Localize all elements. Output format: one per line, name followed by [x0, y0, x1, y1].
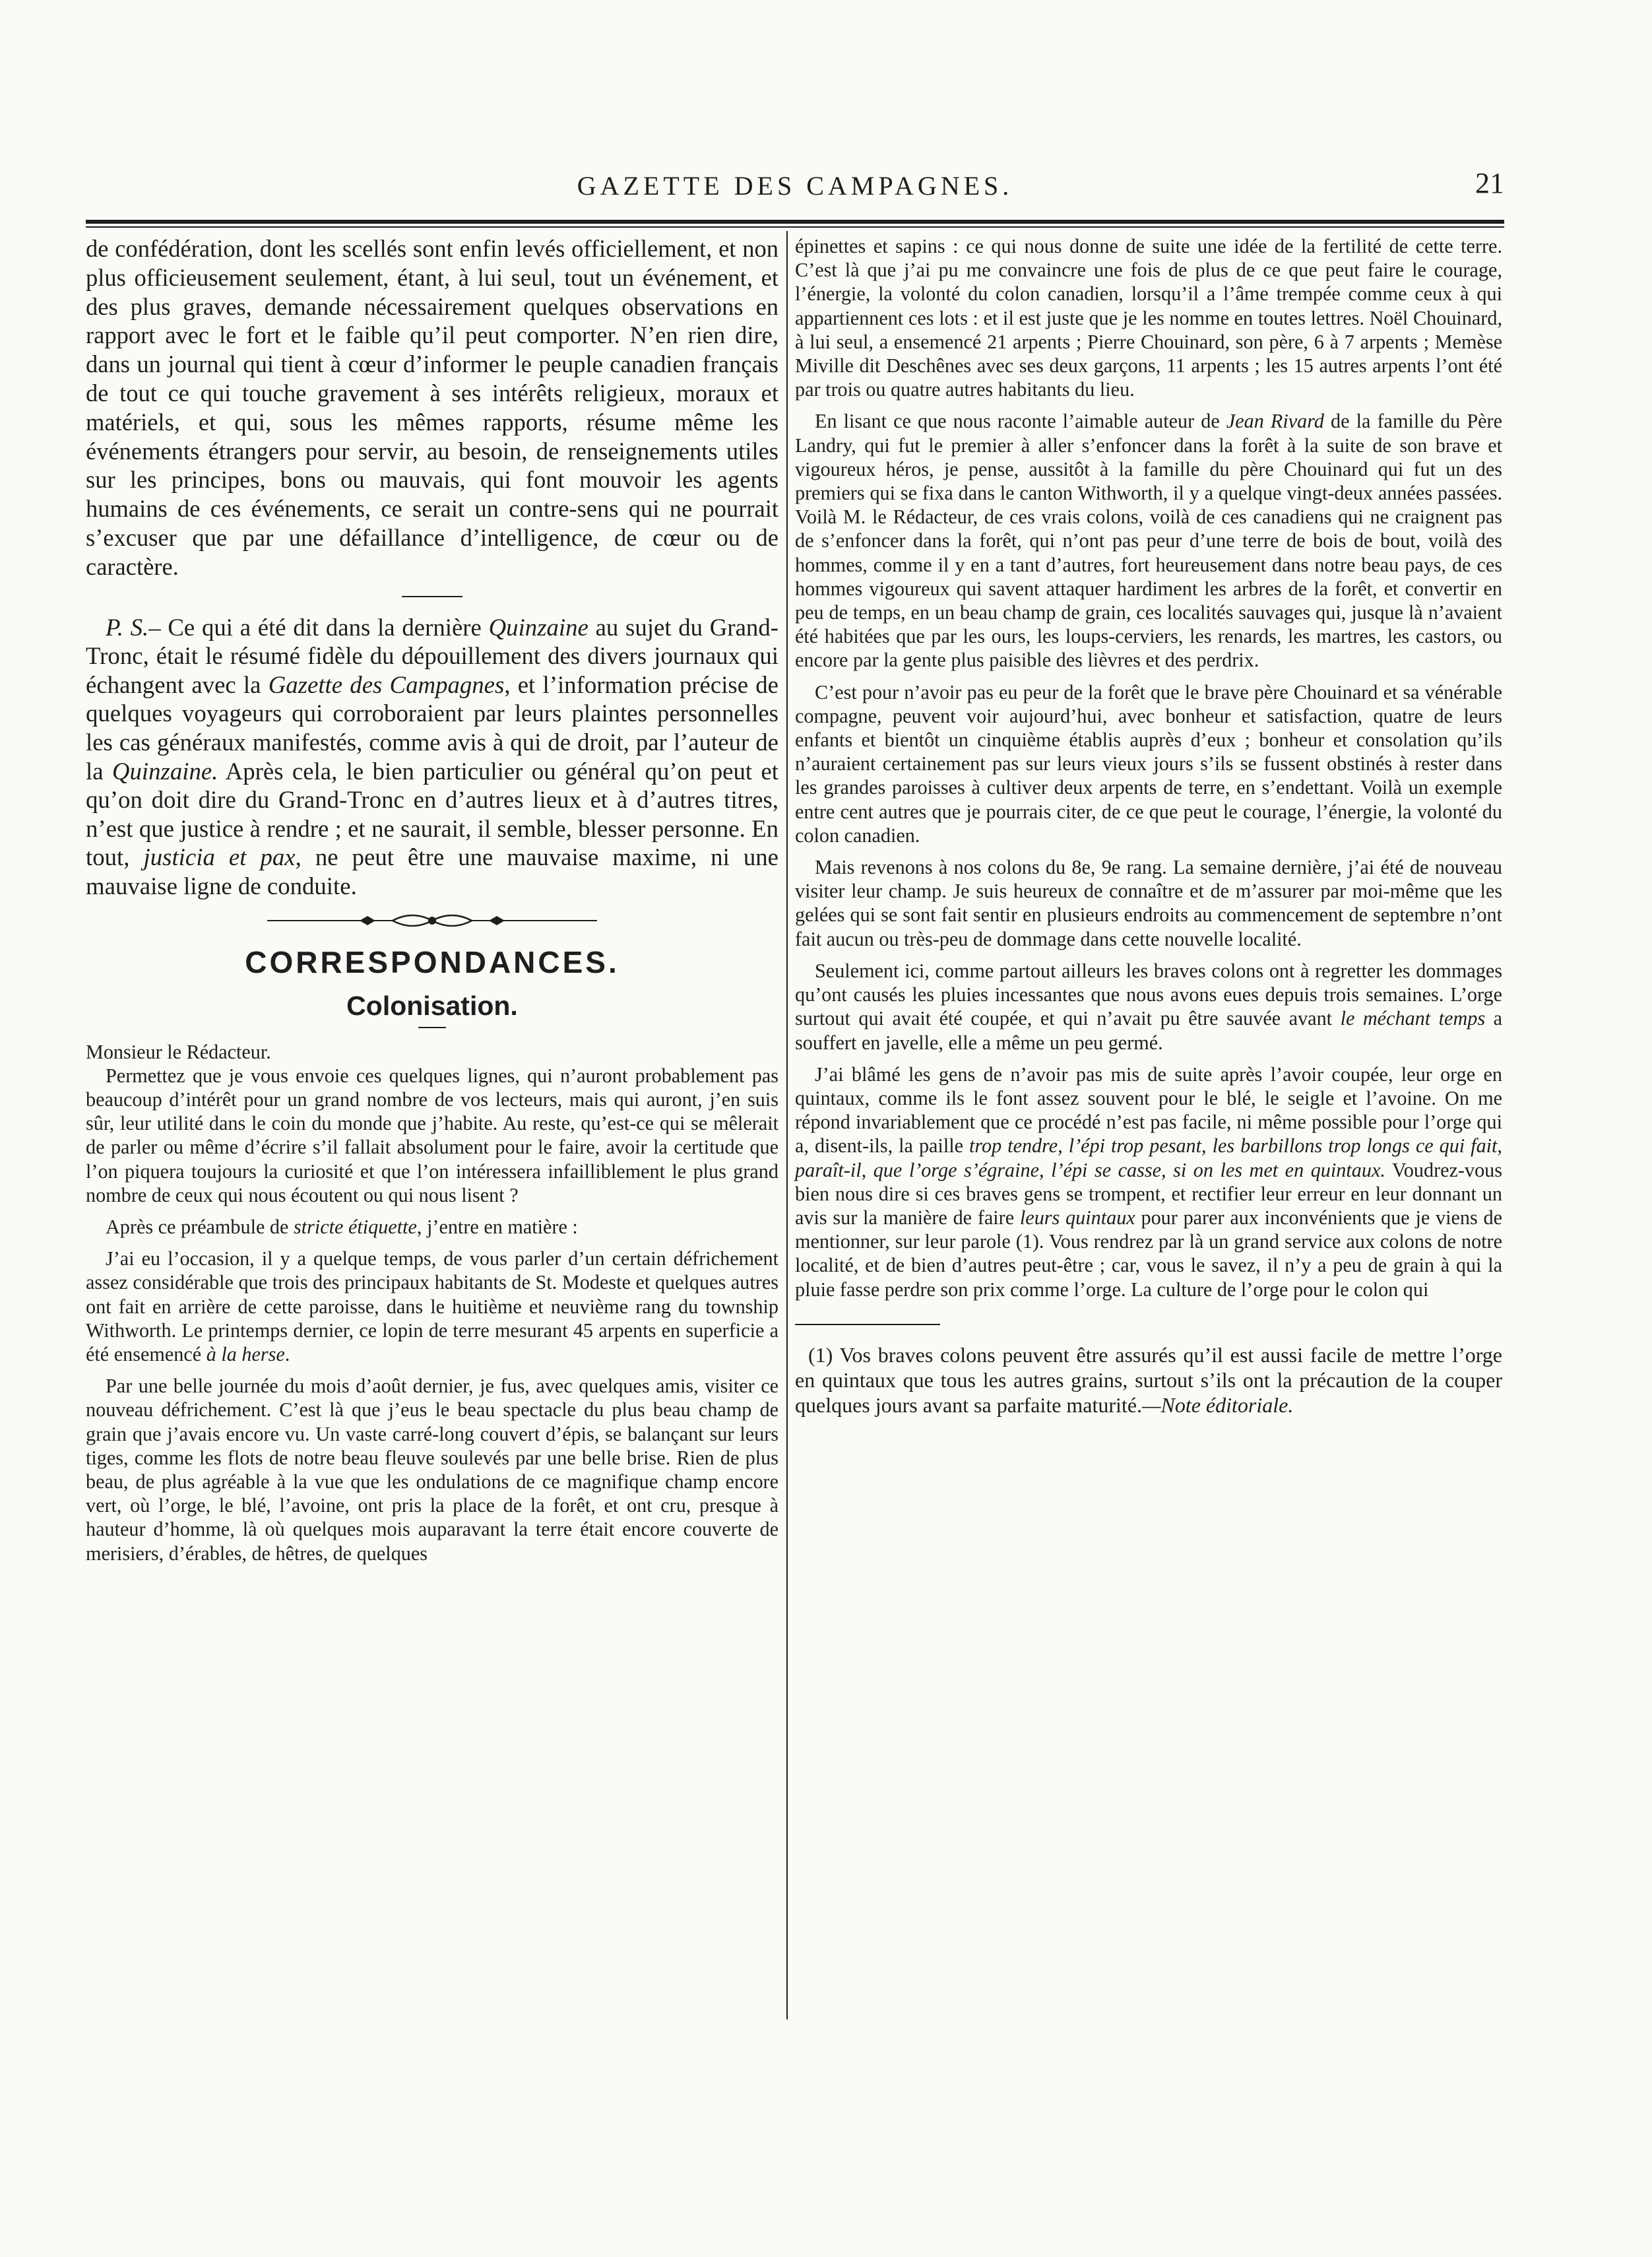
italic-run: trop tendre, l’épi trop pesant, les barbillons trop longs ce qui fait, paraît-il, que l’orge s’égraine, l’épi se casse, si on les met en quintaux. [795, 1134, 1502, 1181]
page-number: 21 [1475, 167, 1504, 199]
running-title: GAZETTE DES CAMPAGNES. [577, 171, 1013, 201]
text-run: – Ce qui a été dit dans la dernière [148, 613, 489, 641]
right-column [795, 234, 1502, 1418]
text-run: , et l’information précise de quelques voyageurs qui corroboraient par leurs plaintes personnelles les cas généraux manifestés, comme avis à qui de droit, par l’auteur de la [86, 671, 778, 785]
text-run: , j’entre en matière : [416, 1215, 578, 1238]
italic-run: justicia et pax [143, 843, 296, 871]
italic-run: P. S. [106, 613, 149, 641]
text-run: J’ai eu l’occasion, il y a quelque temps, de vous parler d’un certain défrichement assez considérable que trois des principaux habitants de St. Modeste et quelques autres ont fait en arrière de cette paroisse, dans le huitième et neuvième rang du township Withworth. Le printemps dernier, ce lopin de terre mesurant 45 arpents en superficie a été ensemencé [86, 1247, 778, 1365]
italic-run: leurs quintaux [1019, 1206, 1135, 1229]
header-rule-thick [86, 220, 1504, 224]
text-run: au sujet du Grand-Tronc, était le résumé fidèle du dépouillement des divers journaux qui échangent avec la [86, 613, 778, 698]
text-run: Voudrez-vous bien nous dire si ces braves gens se trompent, et rectifier leur erreur en leur donnant un avis sur la manière de faire [795, 1158, 1502, 1229]
section-heading: CORRESPONDANCES. [245, 944, 620, 979]
paragraph [795, 1063, 1502, 1301]
text-run: J’ai blâmé les gens de n’avoir pas mis de suite après l’avoir coupée, leur orge en quintaux, comme ils le font assez souvent pour le blé, le seigle et l’avoine. On me répond invariablement que ce procédé n’est pas facile, ni même possible pour l’orge qui a, disent-ils, la paille [795, 1063, 1502, 1158]
paragraph: C’est pour n’avoir pas eu peur de la forêt que le brave père Chouinard et sa vénérable compagne, peuvent voir aujourd’hui, avec bonheur et satisfaction, quatre de leurs enfants et bientôt un cinquième établis auprès d’eux ; bonheur et consolation qu’ils n’auraient certainement pas sur leurs vieux jours s’ils se fussent obstinés à rester dans les grandes paroisses à cultiver deux arpents de terre, en s’endettant. Voilà un exemple entre cent autres que je pourrais citer, de ce que peut le courage, l’énergie, la volonté du colon canadien. [795, 680, 1502, 847]
paragraph: Par une belle journée du mois d’août dernier, je fus, avec quelques amis, visiter ce nouveau défrichement. C’est là que j’eus le beau spectacle du plus beau champ de grain que j’avais encore vu. Un vaste carré-long couvert d’épis, se balançant sur leurs tiges, comme les flots de notre beau fleuve soulevés par une belle brise. Rien de plus beau, de plus agréable à la vue que les ondulations de ce magnifique champ encore vert, où l’orge, le blé, l’avoine, ont pris la place de la forêt, et ont cru, presque à hauteur d’homme, là où quelques mois auparavant la terre était encore couverte de merisiers, d’érables, de hêtres, de quelques [86, 1375, 778, 1565]
text-run: Après ce préambule de [106, 1215, 294, 1238]
left-column [86, 234, 778, 1565]
paragraph: épinettes et sapins : ce qui nous donne de suite une idée de la fertilité de cette terre. C’est là que j’ai pu me convaincre une fois de plus de ce que peut faire le courage, l’énergie, la volonté du colon canadien, lorsqu’il a l’âme trempée comme ceux à qui appartiennent ces lots : et il est juste que je les nomme en toutes lettres. Noël Chouinard, à lui seul, a ensemencé 21 arpents ; Pierre Chouinard, son père, 6 à 7 arpents ; Memèse Miville dit Deschênes avec ses deux garçons, 11 arpents ; les 15 autres arpents l’ont été par trois ou quatre autres habitants du lieu. [795, 235, 1502, 401]
text-run: , ne peut être une mauvaise maxime, ni une mauvaise ligne de conduite. [86, 843, 778, 900]
separator-rule [402, 596, 462, 597]
separator-rule [418, 1027, 446, 1028]
text-run: (1) Vos braves colons peuvent être assurés qu’il est aussi facile de mettre l’orge en quintaux que tous les autres grains, surtout s’ils ont la précaution de la couper quelques jours avant sa parfaite maturité. [795, 1342, 1502, 1417]
footnote [795, 1342, 1502, 1418]
paragraph [795, 959, 1502, 1055]
italic-run: Jean Rivard [1226, 410, 1324, 433]
paragraph: Mais revenons à nos colons du 8e, 9e rang. La semaine dernière, j’ai été de nouveau visiter leur champ. Je suis heureux de connaître et de m’assurer par moi-même que les gelées qui se sont fait sentir en plusieurs endroits au commencement de septembre n’ont fait aucun ou très-peu de dommage dans cette nouvelle localité. [795, 856, 1502, 950]
italic-run: à la herse [206, 1342, 285, 1365]
italic-run: —Note éditoriale. [1142, 1392, 1294, 1417]
salutation: Monsieur le Rédacteur. [86, 1040, 271, 1063]
paragraph [86, 1215, 778, 1239]
paragraph [795, 409, 1502, 672]
paragraph [86, 1247, 778, 1366]
italic-run: Quinzaine. [111, 757, 218, 785]
italic-run: stricte étiquette [293, 1215, 417, 1238]
text-run: En lisant ce que nous raconte l’aimable auteur de [815, 410, 1226, 433]
italic-run: Quinzaine [488, 613, 588, 641]
subsection-heading: Colonisation. [346, 990, 518, 1021]
footnote-rule [795, 1324, 940, 1325]
text-run: a souffert en javelle, elle a même un peu germé. [795, 1007, 1503, 1054]
postscript-paragraph [86, 613, 778, 901]
text-run: pour parer aux inconvénients que je viens de mentionner, sur leur parole (1). Vous rendrez par là un grand service aux colons de notre localité, et de bien d’autres peut-être ; car, vous le savez, il n’y a peu de grain à qui la pluie fasse perdre son prix comme l’orge. La culture de l’orge pour le colon qui [795, 1206, 1502, 1301]
italic-run: Gazette des Campagnes [268, 671, 505, 698]
paragraph: Permettez que je vous envoie ces quelques lignes, qui n’auront probablement pas beaucoup d’intérêt pour un grand nombre de vos lecteurs, mais qui auront, j’en suis sûr, leur utilité dans le coin du monde que j’habite. Au reste, qu’est-ce qui se mêlerait de parler ou même d’écrire s’il fallait absolument pour le faire, avoir la certitude que l’on piquera toujours la curiosité et que l’on intéressera infailliblement le plus grand nombre de ceux qui nous écoutent ou qui nous lisent ? [86, 1064, 778, 1206]
ornamental-divider [261, 907, 604, 934]
text-run: de la famille du Père Landry, qui fut le premier à aller s’enfoncer dans la forêt à la suite de son brave et vigoureux héros, je pense, aussitôt à la famille du père Chouinard qui fut un des premiers qui se fixa dans le canton Withworth, il y a quelque vingt-deux années passées. Voilà M. le Rédacteur, de ces vrais colons, voilà de ces canadiens qui ne craignent pas de s’enfoncer dans la forêt, qui n’ont pas peur d’une terre de bois de bout, voilà des hommes, comme il y en a tant d’autres, fort heureusement dans notre beau pays, de ces hommes vigoureux qui savent attaquer hardiment les arbres de la forêt, et convertir en peu de temps, en un beau champ de grain, ces localités sauvages qui, jusque là n’avaient été habitées que par les ours, les loups-cerviers, les renards, les martres, les castors, ou encore par la gente plus paisible des lièvres et des perdrix. [795, 410, 1502, 672]
text-run: Seulement ici, comme partout ailleurs les braves colons ont à regretter les dommages qu’ont causés les pluies incessantes que nous avons eues depuis trois semaines. L’orge surtout qui avait été coupée, et qui n’avait pu être sauvée avant [795, 959, 1502, 1030]
italic-run: le méchant temps [1340, 1007, 1486, 1030]
page-header [86, 166, 1504, 206]
text-run: Après cela, le bien particulier ou général qu’on peut et qu’on doit dire du Grand-Tronc en d’autres lieux et à d’autres titres, n’est que justice à rendre ; et ne saurait, il semble, blesser personne. En tout, [86, 757, 778, 871]
paragraph: de confédération, dont les scellés sont enfin levés officiellement, et non plus officieusement seulement, étant, à lui seul, tout un événement, et des plus graves, demande nécessairement quelques observations en rapport avec le fort et le faible qu’il peut comporter. N’en rien dire, dans un journal qui tient à cœur d’informer le peuple canadien français de tout ce qui touche gravement à ses intérêts religieux, moraux et matériels, et qui, sous les mêmes rapports, résume même les événements étrangers pour servir, au besoin, de renseignements utiles sur les principes, bons ou mauvais, qui font mouvoir les agents humains de ces événements, ce serait un contre-sens qui ne pourrait s’excuser que par une défaillance d’intelligence, de cœur ou de caractère. [86, 235, 778, 580]
header-rule-thin [86, 226, 1504, 228]
text-run: . [284, 1342, 290, 1365]
column-divider [786, 231, 788, 2019]
